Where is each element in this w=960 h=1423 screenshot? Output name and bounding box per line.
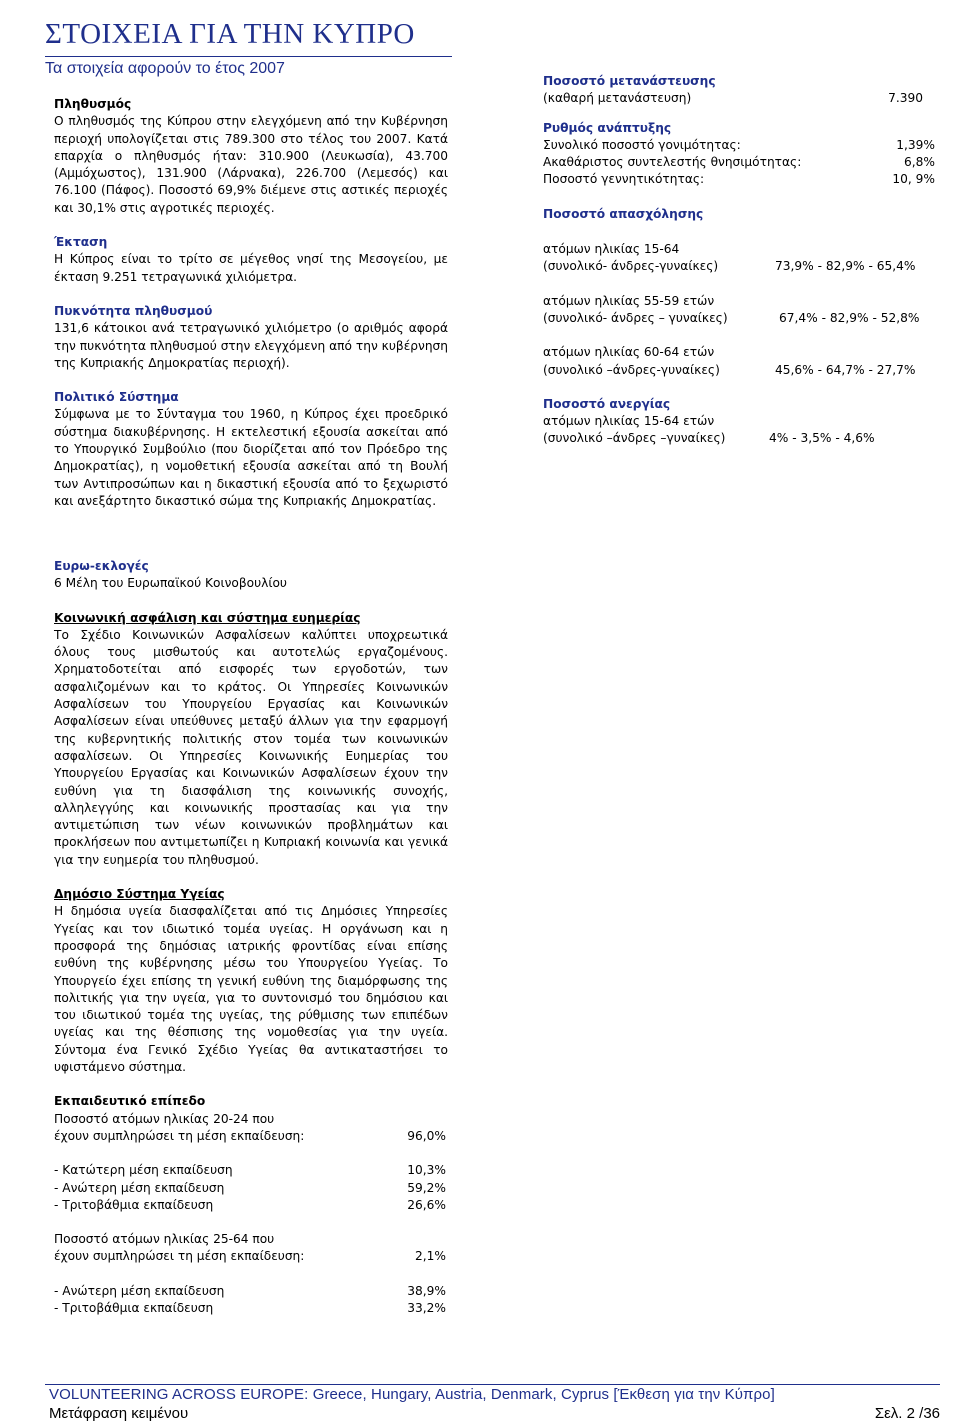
education-row-label: - Ανώτερη μέση εκπαίδευση [54,1180,225,1195]
employment-group-sub: (συνολικό- άνδρες – γυναίκες) [543,310,728,325]
education-row-label: έχουν συμπληρώσει τη μέση εκπαίδευση: [54,1128,305,1143]
education-heading: Εκπαιδευτικό επίπεδο [54,1094,206,1109]
health-section [54,886,448,1076]
education-row-value: 33,2% [407,1300,446,1315]
migration-label: (καθαρή μετανάστευση) [543,91,692,106]
area-text: Η Κύπρος είναι το τρίτο σε μέγεθος νησί της Μεσογείου, με έκταση 9.251 τετραγωνικά χιλιόμετρα. [54,252,448,284]
page-subtitle: Τα στοιχεία αφορούν το έτος 2007 [45,60,285,77]
education-row-value: 59,2% [407,1180,446,1195]
euro-heading: Ευρω-εκλογές [54,559,149,573]
unemployment-heading: Ποσοστό ανεργίας [543,396,671,411]
migration-section [543,73,935,108]
growth-section [543,120,935,189]
education-section [54,1093,448,1317]
education-row-label: - Ανώτερη μέση εκπαίδευση [54,1283,225,1298]
employment-group-value: 73,9% - 82,9% - 65,4% [775,259,916,274]
social-heading: Κοινωνική ασφάλιση και σύστημα ευημερίας [54,610,361,625]
area-heading: Έκταση [54,235,108,250]
education-row-value: 38,9% [407,1283,446,1298]
left-column [54,96,448,510]
footer-bar [49,1405,940,1422]
education-row-value: 26,6% [407,1197,446,1212]
right-column [543,73,935,448]
population-text: Ο πληθυσμός της Κύπρου στην ελεγχόμενη από την Κυβέρνηση περιοχή υπολογίζεται στις 789.300 στο τέλος του 2007. Κατά επαρχία ο πληθυσμός ήταν: 310.900 (Λευκωσία), 43.700 (Αμμόχωστος), 131.900 (Λάρνακα), 226.700 (Λεμεσός) και 76.100 (Πάφος). Ποσοστό 69,9% διέμενε στις αστικές περιοχές και 30,1% στις αγροτικές περιοχές. [54,114,448,215]
employment-group-label: ατόμων ηλικίας 60-64 ετών [543,345,715,360]
employment-group [543,241,935,276]
employment-group-label: ατόμων ηλικίας 15-64 [543,242,680,257]
education-row-label: - Τριτοβάθμια εκπαίδευση [54,1300,214,1315]
mortality-label: Ακαθάριστος συντελεστής θνησιμότητας: [543,155,802,170]
growth-row [543,154,935,171]
birthrate-label: Ποσοστό γεννητικότητας: [543,172,705,187]
density-heading: Πυκνότητα πληθυσμού [54,303,213,318]
lower-column [54,558,448,1317]
employment-group-sub: (συνολικό –άνδρες-γυναίκες) [543,362,720,377]
growth-row [543,171,935,188]
education-intro: Ποσοστό ατόμων ηλικίας 25-64 που [54,1232,275,1247]
education-row-value: 10,3% [407,1163,446,1178]
page-title: ΣΤΟΙΧΕΙΑ ΓΙΑ ΤΗΝ ΚΥΠΡΟ [45,18,415,50]
unemployment-value: 4% - 3,5% - 4,6% [769,431,875,446]
health-text: Η δημόσια υγεία διασφαλίζεται από τις Δημόσιες Υπηρεσίες Υγείας και τον ιδιωτικό τομέα υγείας. Η οργάνωση και η προσφορά της δημόσιας ιατρικής φροντίδας είναι επίσης ευθύνη της κυβέρνησης μέσω του Υπουργείου Υγείας. Το Υπουργείο έχει επίσης τη γενική ευθύνη της διαμόρφωσης της πολιτικής για την υγεία, για το συντονισμό του δημόσιου και του ιδιωτικού τομέα της υγείας, της ρύθμισης των επιπέδων υγείας και της θέσπισης της νομοθεσίας για την υγεία. Σύντομα ένα Γενικό Σχέδιο Υγείας θα αντικαταστήσει το υφιστάμενο σύστημα. [54,904,448,1075]
migration-value: 7.390 [888,91,923,106]
employment-group-label: ατόμων ηλικίας 55-59 ετών [543,293,715,308]
employment-group-value: 45,6% - 64,7% - 27,7% [775,362,916,377]
euro-text: 6 Μέλη του Ευρωπαϊκού Κοινοβουλίου [54,576,287,591]
density-section [54,303,448,372]
social-section [54,610,448,869]
fertility-value: 1,39% [896,137,935,152]
page-number: Σελ. 2 /36 [874,1405,940,1422]
footer-divider [45,1384,940,1385]
unemployment-sub: (συνολικό –άνδρες –γυναίκες) [543,431,726,446]
employment-group-sub: (συνολικό- άνδρες-γυναίκες) [543,259,719,274]
growth-row [543,137,935,154]
employment-section [543,206,935,379]
unemployment-section [543,396,935,448]
population-section [54,96,448,217]
area-section [54,234,448,286]
education-intro: Ποσοστό ατόμων ηλικίας 20-24 που [54,1111,275,1126]
euro-section [54,558,448,593]
education-row-label: - Τριτοβάθμια εκπαίδευση [54,1197,214,1212]
growth-heading: Ρυθμός ανάπτυξης [543,120,672,135]
employment-group [543,293,935,328]
employment-heading: Ποσοστό απασχόλησης [543,206,704,221]
education-row-value: 96,0% [407,1128,446,1143]
population-heading: Πληθυσμός [54,97,132,111]
political-heading: Πολιτικό Σύστημα [54,390,179,405]
political-section [54,389,448,510]
density-text: 131,6 κάτοικοι ανά τετραγωνικό χιλιόμετρο (ο αριθμός αφορά την πυκνότητα πληθυσμού στην ελεγχόμενη από την κυβέρνηση της Κυπριακής Δημοκρατίας περιοχή). [54,321,448,370]
employment-group [543,344,935,379]
unemployment-label: ατόμων ηλικίας 15-64 ετών [543,414,715,429]
employment-group-value: 67,4% - 82,9% - 52,8% [779,310,920,325]
title-divider [45,56,452,57]
education-row-label: έχουν συμπληρώσει τη μέση εκπαίδευση: [54,1249,305,1264]
social-text: Το Σχέδιο Κοινωνικών Ασφαλίσεων καλύπτει υποχρεωτικά όλους τους μισθωτούς και αυτοτελώς εργαζομένους. Χρηματοδοτείται από εισφορές των εργοδοτών, των ασφαλιζομένων και το κράτος. Οι Υπηρεσίες Κοινωνικών Ασφαλίσεων του Υπουργείου Εργασίας και Κοινωνικών Ασφαλίσεων είναι υπεύθυνες μεταξύ άλλων για την εφαρμογή της κυβερνητικής πολιτικής στον τομέα των κοινωνικών ασφαλίσεων. Οι Υπηρεσίες Κοινωνικής Ευημερίας του Υπουργείου Εργασίας και Κοινωνικών Ασφαλίσεων έχουν την ευθύνη για τη διασφάλιση της κοινωνικής συνοχής, αλληλεγγύης και κοινωνικής προστασίας και για την αντιμετώπιση των νέων κοινωνικών προβλημάτων και προκλήσεων που αντιμετωπίζει η Κυπριακή κοινωνία και γενικά για την ευημερία του πληθυσμού. [54,627,448,867]
fertility-label: Συνολικό ποσοστό γονιμότητας: [543,137,741,152]
birthrate-value: 10, 9% [892,172,935,187]
education-row-label: - Κατώτερη μέση εκπαίδευση [54,1163,233,1178]
health-heading: Δημόσιο Σύστημα Υγείας [54,887,225,902]
mortality-value: 6,8% [904,155,935,170]
footer-report-title: VOLUNTEERING ACROSS EUROPE: Greece, Hungary, Austria, Denmark, Cyprus [Έκθεση για την Κύπρο] [49,1386,775,1403]
political-text: Σύμφωνα με το Σύνταγμα του 1960, η Κύπρος έχει προεδρικό σύστημα διακυβέρνησης. Η εκτελεστική εξουσία ασκείται από το Υπουργικό Συμβούλιο (που διορίζεται από τον Πρόεδρο της Δημοκρατίας), η νομοθετική εξουσία ασκείται από τη Βουλή των Αντιπροσώπων και η δικαστική εξουσία από το ξεχωριστό και ανεξάρτητο δικαστικό σώμα της Κυπριακής Δημοκρατίας. [54,407,448,508]
education-row-value: 2,1% [415,1249,446,1264]
migration-heading: Ποσοστό μετανάστευσης [543,74,716,88]
footer-note: Μετάφραση κειμένου [49,1405,189,1422]
